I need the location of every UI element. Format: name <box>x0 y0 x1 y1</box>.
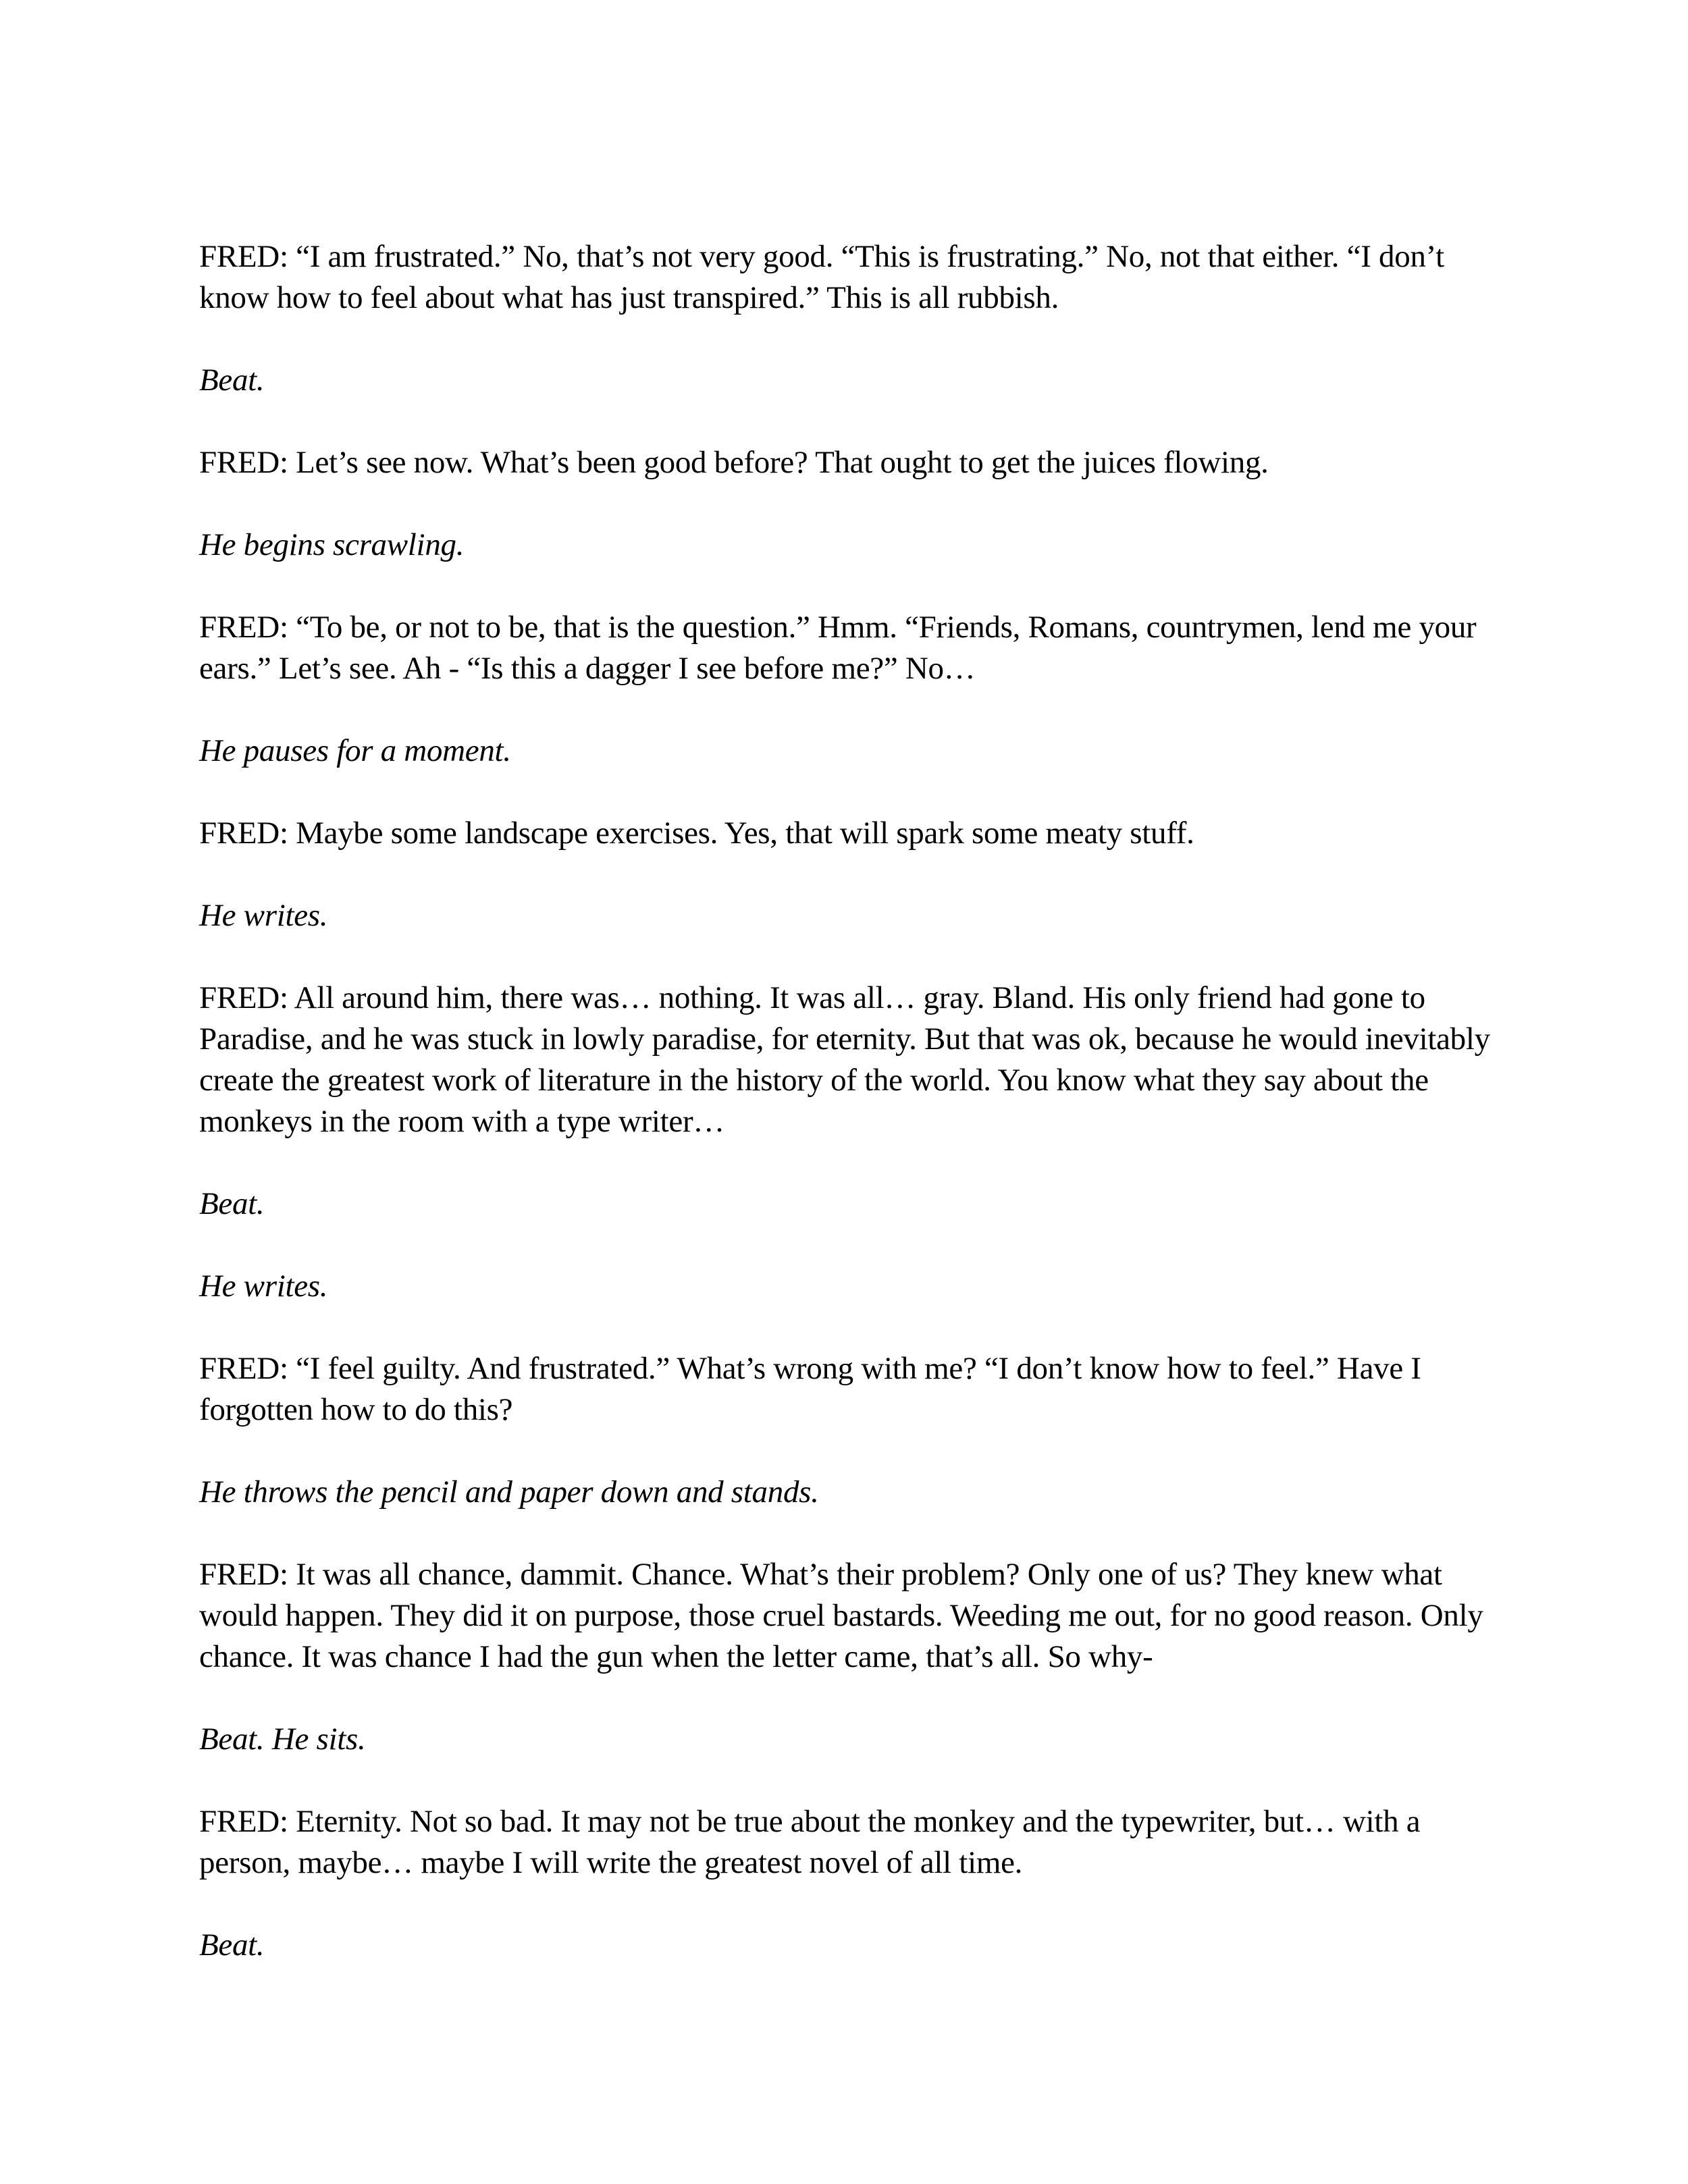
stage-direction: Beat. <box>199 1927 265 1963</box>
stage-direction: He writes. <box>199 1269 328 1304</box>
stage-direction: He pauses for a moment. <box>199 733 511 768</box>
dialogue-paragraph: FRED: Let’s see now. What’s been good before? That ought to get the juices flowing. <box>199 445 1269 480</box>
stage-direction: Beat. <box>199 1186 265 1221</box>
stage-direction: He begins scrawling. <box>199 527 465 562</box>
dialogue-paragraph: FRED: Maybe some landscape exercises. Yes, that will spark some meaty stuff. <box>199 816 1194 851</box>
dialogue-paragraph: FRED: “To be, or not to be, that is the question.” Hmm. “Friends, Romans, countrymen, lend me your ears.” Let’s see. Ah - “Is this a dagger I see before me?” No… <box>199 610 1477 686</box>
dialogue-paragraph: FRED: Eternity. Not so bad. It may not be true about the monkey and the typewriter, but… with a person, maybe… maybe I will write the greatest novel of all time. <box>199 1804 1421 1880</box>
dialogue-paragraph: FRED: “I am frustrated.” No, that’s not very good. “This is frustrating.” No, not that either. “I don’t know how to feel about what has just transpired.” This is all rubbish. <box>199 239 1444 315</box>
stage-direction: He writes. <box>199 898 328 933</box>
dialogue-paragraph: FRED: “I feel guilty. And frustrated.” What’s wrong with me? “I don’t know how to feel.” Have I forgotten how to do this? <box>199 1351 1421 1427</box>
script-page <box>199 236 1516 2007</box>
dialogue-paragraph: FRED: All around him, there was… nothing. It was all… gray. Bland. His only friend had gone to Paradise, and he was stuck in lowly paradise, for eternity. But that was ok, because he would inevitably create the greatest work of literature in the history of the world. You know what they say about the monkeys in the room with a type writer… <box>199 980 1490 1139</box>
stage-direction: Beat. He sits. <box>199 1722 366 1757</box>
dialogue-paragraph: FRED: It was all chance, dammit. Chance. What’s their problem? Only one of us? They knew what would happen. They did it on purpose, those cruel bastards. Weeding me out, for no good reason. Only chance. It was chance I had the gun when the letter came, that’s all. So why- <box>199 1557 1483 1674</box>
stage-direction: Beat. <box>199 363 265 398</box>
stage-direction: He throws the pencil and paper down and stands. <box>199 1474 819 1510</box>
